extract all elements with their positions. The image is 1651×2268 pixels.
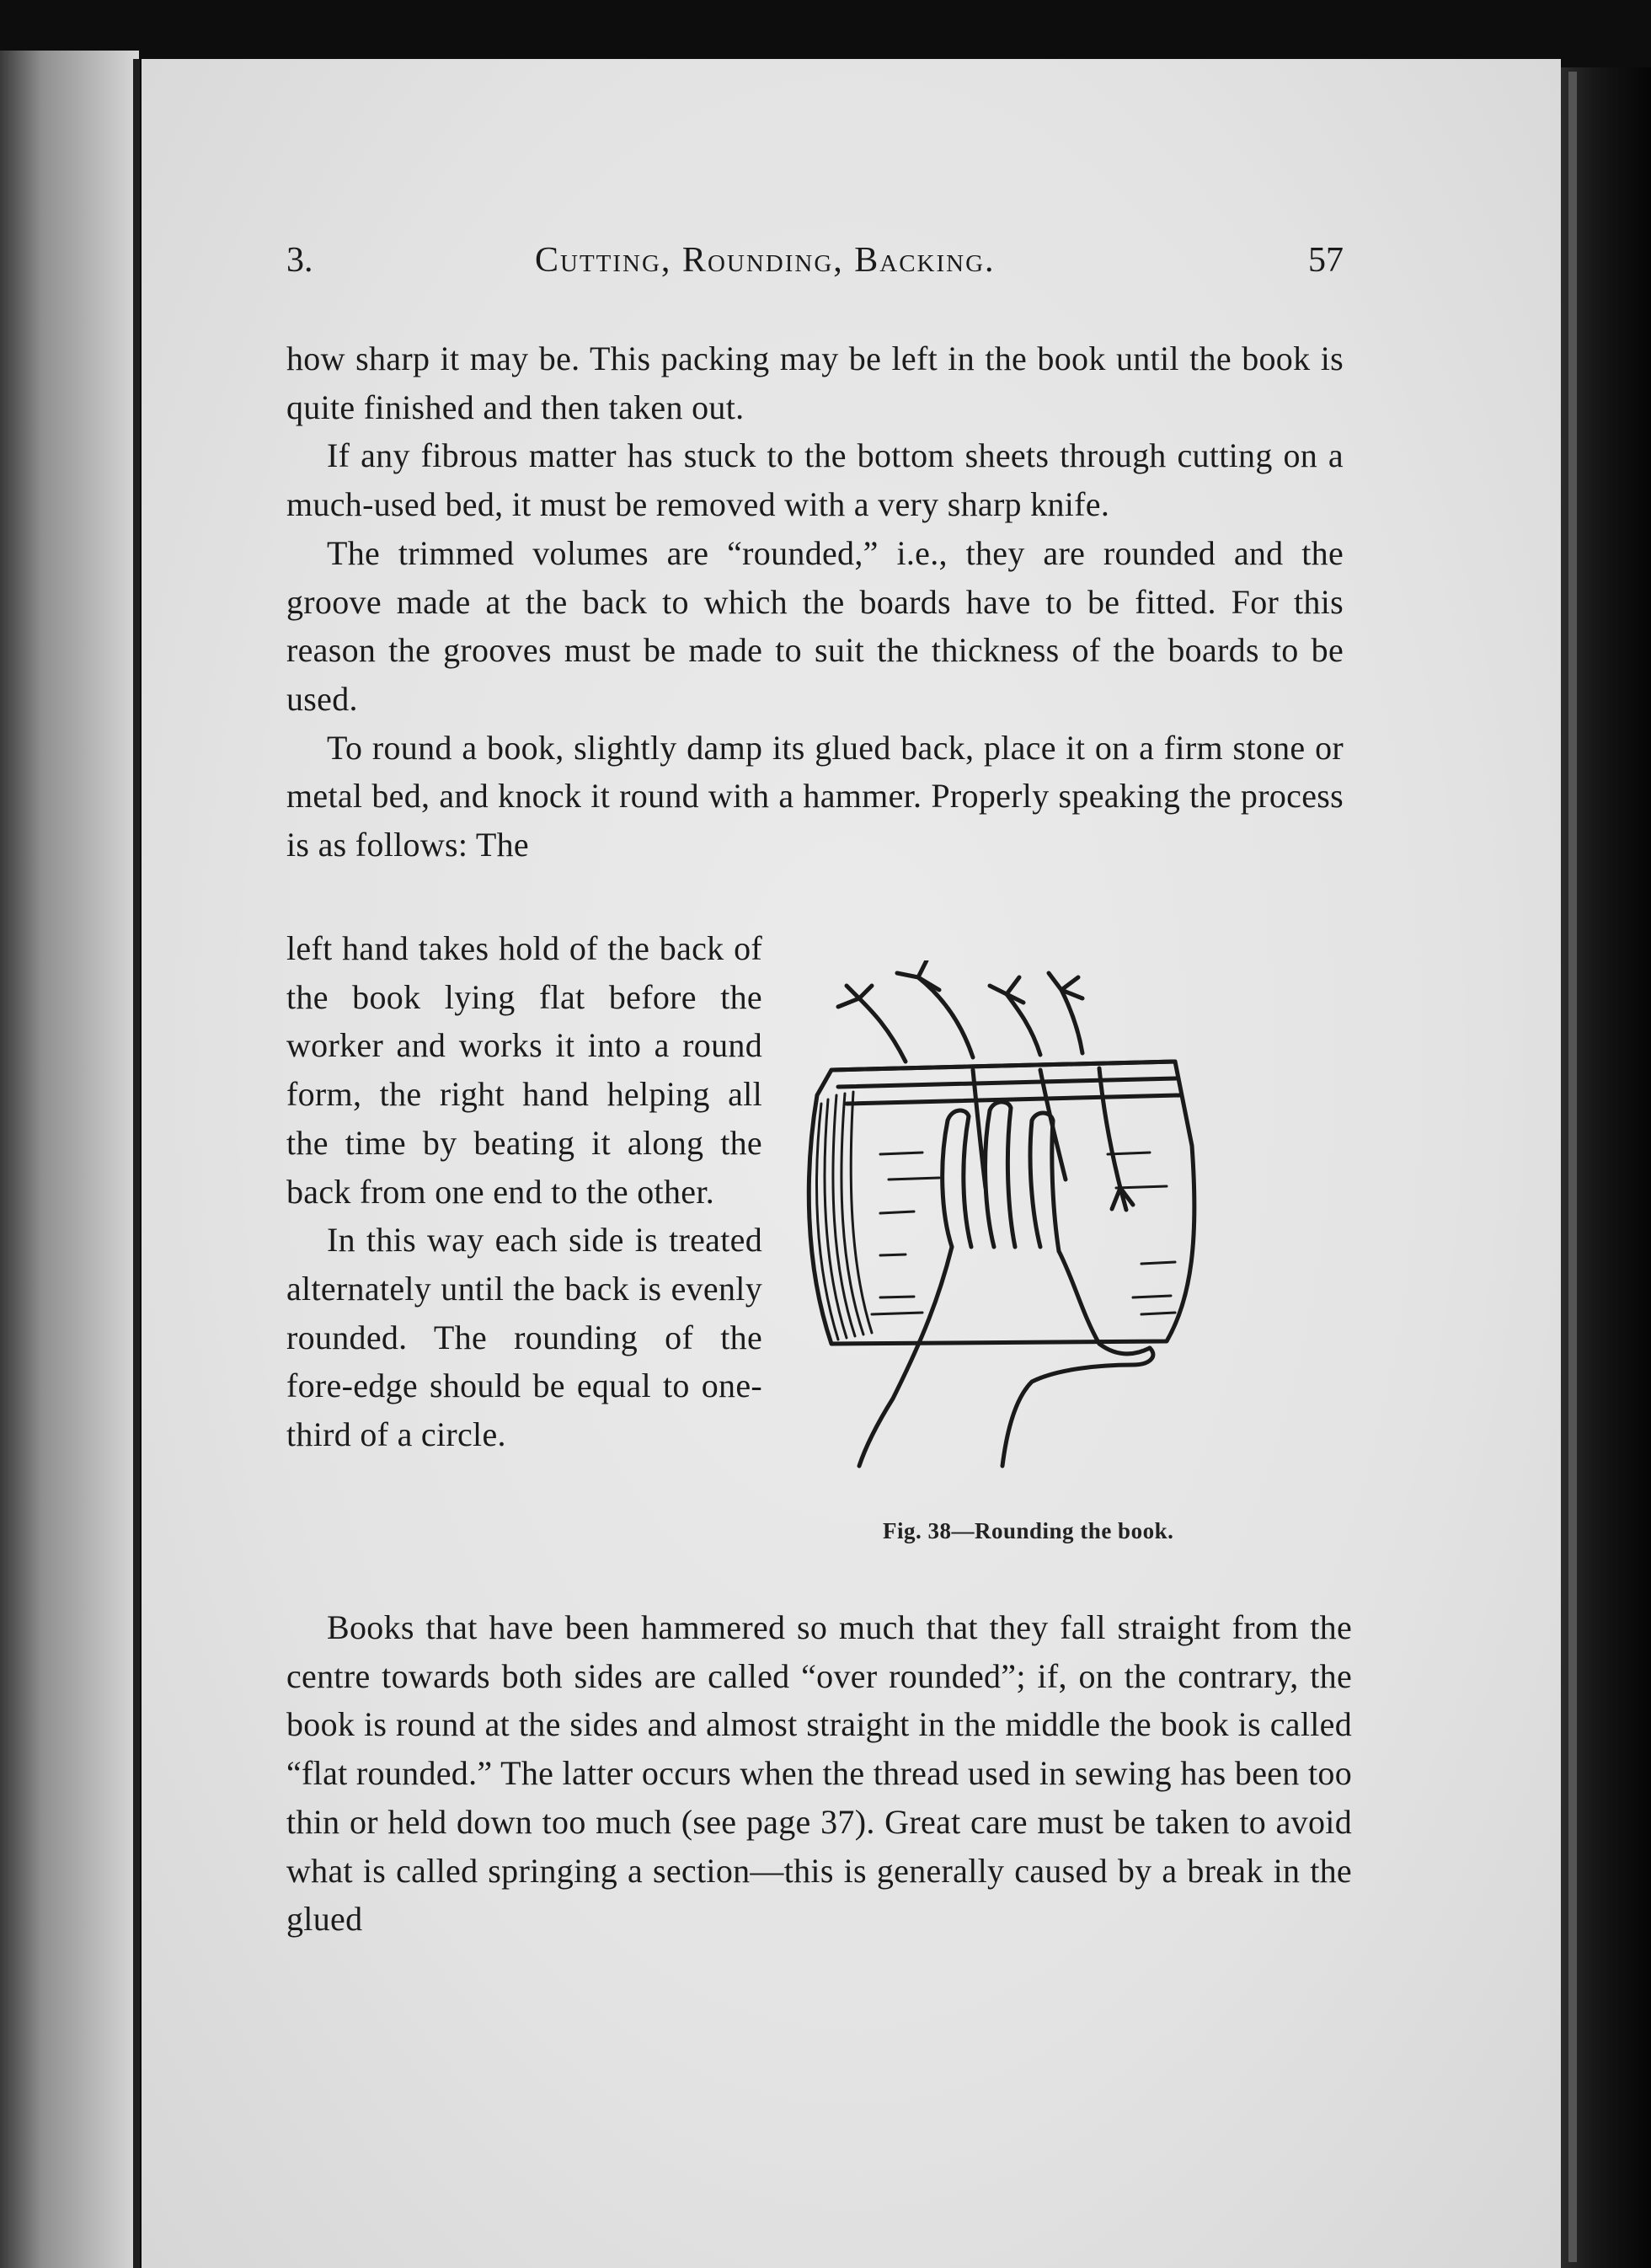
running-head [286, 240, 1344, 291]
binding-gutter [133, 59, 140, 2268]
paragraph: how sharp it may be. This packing may be left in the book until the book is quite finished and then taken out. [286, 340, 1344, 426]
paragraph: The trimmed volumes are “rounded,” i.e., they are rounded and the groove made at the back to which the boards have to be fitted. For this reason the grooves must be made to suit the thickness of the boards to be used. [286, 533, 1344, 718]
paragraph: left hand takes hold of the back of the book lying flat before the worker and works it into a round form, the right hand helping all the time by beating it along the back from one end to the other. [286, 929, 762, 1211]
body-text-bottom [286, 1603, 1352, 1944]
page-edge-stripe [1568, 72, 1577, 2262]
chapter-title: Cutting, Rounding, Backing. [535, 241, 996, 280]
page-number: 57 [1308, 241, 1344, 280]
body-text-top [286, 334, 1344, 869]
paragraph: In this way each side is treated alternately until the back is evenly rounded. The rounding of the fore-edge should be equal to one-third of a circle. [286, 1221, 762, 1454]
paragraph: Books that have been hammered so much that they fall straight from the centre towards both sides are called “over rounded”; if, on the contrary, the book is round at the sides and almost straight in the middle the book is called “flat rounded.” The latter occurs when the thread used in sewing has been too thin or held down too much (see page 37). Great care must be taken to avoid what is called springing a section—this is generally caused by a break in the glued [286, 1608, 1352, 1939]
figure-caption: Fig. 38—Rounding the book. [883, 1518, 1174, 1543]
section-number: 3. [286, 241, 313, 280]
figure-rounding-illustration [779, 960, 1352, 1516]
book-and-hand-illustration [779, 960, 1352, 1516]
body-text-beside-figure [286, 924, 762, 1459]
paragraph: If any fibrous matter has stuck to the bottom sheets through cutting on a much-used bed, it must be removed with a very sharp knife. [286, 436, 1344, 524]
paragraph: To round a book, slightly damp its glued back, place it on a firm stone or metal bed, and knock it round with a hammer. Properly speaking the process is as follows: The [286, 728, 1344, 864]
left-page-edge [0, 51, 139, 2268]
